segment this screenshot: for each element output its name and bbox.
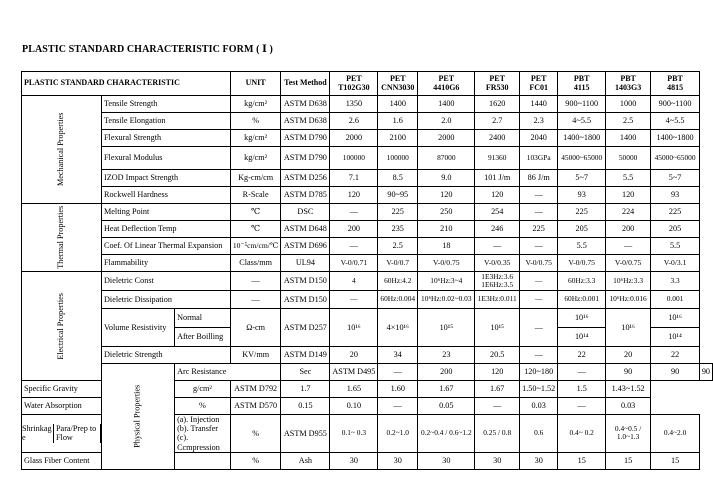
value-cell: 1.67: [418, 381, 475, 398]
property-name: Water Absorption: [22, 398, 175, 415]
grade-code: CNN3030: [381, 82, 415, 92]
property-name: Dieletric Const: [102, 272, 231, 291]
value-cell: 250: [418, 204, 475, 221]
value-cell: 4×10¹⁶: [378, 309, 418, 347]
method-cell: ASTM D792: [230, 381, 281, 398]
value-cell: 10⁶Hz:3~4: [418, 272, 475, 291]
unit-cell: kg/cm²: [230, 96, 281, 113]
value-cell: 90: [605, 364, 650, 381]
value-cell: —: [330, 204, 378, 221]
value-cell: V-0/0.75: [519, 255, 558, 272]
value-cell: 34: [378, 347, 418, 364]
value-cell: V-0/0.75: [558, 255, 605, 272]
value-cell: 120~180: [519, 364, 558, 381]
shrinkage-label: Shrinkage: [22, 424, 54, 442]
value-cell: 210: [418, 221, 475, 238]
method-cell: ASTM D638: [281, 96, 330, 113]
value-cell: 22: [558, 347, 605, 364]
header-grade: [558, 72, 605, 96]
value-cell: 60Hz:3.3: [558, 272, 605, 291]
value-cell: 0.2~1.0: [378, 415, 418, 453]
value-cell: 87000: [418, 147, 475, 170]
header-grade: [330, 72, 378, 96]
value-cell: V-0/3.1: [651, 255, 700, 272]
unit-cell: kg/cm²: [230, 147, 281, 170]
value-cell: 225: [519, 221, 558, 238]
unit-cell: —: [230, 291, 281, 309]
value-cell: 0.4~2.0: [651, 415, 700, 453]
value-cell: 10¹⁶: [605, 309, 650, 347]
method-cell: ASTM D150: [281, 272, 330, 291]
sub-normal: Normal: [175, 309, 231, 328]
value-cell: 0.2~0.4 / 0.6~1.2: [418, 415, 475, 453]
property-name: Flexural Modulus: [102, 147, 231, 170]
grade-family: PET: [346, 73, 362, 83]
value-cell: 60Hz:4.2: [378, 272, 418, 291]
category-physical-label: Physical Properties: [132, 384, 142, 448]
category-thermal: [22, 204, 102, 272]
grade-family: PBT: [620, 73, 636, 83]
unit-cell: Sec: [281, 364, 330, 381]
method-cell: ASTM D790: [281, 130, 330, 147]
row-specific-gravity: [22, 381, 713, 398]
value-cell: 1350: [330, 96, 378, 113]
property-name: Flexural Strength: [102, 130, 231, 147]
value-cell: 1.6: [378, 113, 418, 130]
value-cell: 18: [418, 238, 475, 255]
value-cell: 10⁶Hz:3.3: [605, 272, 650, 291]
row-water-absorption: [22, 398, 713, 415]
unit-cell: kg/cm²: [230, 130, 281, 147]
value-cell: 50000: [605, 147, 650, 170]
value-cell: 5.5: [605, 170, 650, 187]
value-cell: 0.4~ 0.2: [558, 415, 605, 453]
header-grade: [519, 72, 558, 96]
grade-code: 4115: [573, 82, 590, 92]
value-cell: 0.1~ 0.3: [330, 415, 378, 453]
property-name: Rockwell Hardness: [102, 187, 231, 204]
grade-code: 1403G3: [614, 82, 642, 92]
row-arc-resistance: [22, 364, 713, 381]
unit-cell: Kg-cm/cm: [230, 170, 281, 187]
value-cell: 2.5: [605, 113, 650, 130]
unit-cell: Class/mm: [230, 255, 281, 272]
unit-cell: ℃: [230, 204, 281, 221]
value-cell: 45000~65000: [651, 147, 700, 170]
value-cell: 100000: [330, 147, 378, 170]
value-cell: 205: [558, 221, 605, 238]
value-cell: 91360: [475, 147, 519, 170]
value-cell: —: [519, 204, 558, 221]
value-cell: 2000: [330, 130, 378, 147]
value-cell: 4~5.5: [558, 113, 605, 130]
method-cell: ASTM D149: [281, 347, 330, 364]
row-tensile-strength: [22, 96, 713, 113]
value-cell: —: [558, 364, 605, 381]
method-cell: Ash: [281, 452, 330, 469]
property-name: IZOD Impact Strength: [102, 170, 231, 187]
value-cell: 30: [418, 452, 475, 469]
row-volume-resistivity: [22, 309, 713, 328]
value-cell: 20: [330, 347, 378, 364]
value-cell: 120: [418, 187, 475, 204]
grade-code: 4410G6: [433, 82, 460, 92]
value-cell: V-0/0.7: [378, 255, 418, 272]
method-cell: ASTM D785: [281, 187, 330, 204]
value-cell: 225: [558, 204, 605, 221]
value-cell: 900~1100: [558, 96, 605, 113]
value-cell: 0.6: [519, 415, 558, 453]
category-thermal-label: Thermal Properties: [56, 206, 66, 269]
property-name: Flammability: [102, 255, 231, 272]
method-cell: ASTM D256: [281, 170, 330, 187]
value-cell: 90: [699, 364, 712, 381]
value-cell: —: [605, 238, 650, 255]
value-cell: 1.60: [378, 381, 418, 398]
value-cell: 120: [330, 187, 378, 204]
property-name: Tensile Strength: [102, 96, 231, 113]
unit-cell: %: [230, 452, 281, 469]
unit-cell: 10⁻⁵cm/cm/℃: [230, 238, 281, 255]
value-cell: 93: [651, 187, 700, 204]
value-cell: 93: [558, 187, 605, 204]
row-heat-deflection: [22, 221, 713, 238]
row-izod: [22, 170, 713, 187]
unit-cell: R-Scale: [230, 187, 281, 204]
value-cell: 9.0: [418, 170, 475, 187]
value-cell: 30: [378, 452, 418, 469]
value-cell: 1400: [418, 96, 475, 113]
value-cell: 30: [519, 452, 558, 469]
value-cell: —: [475, 238, 519, 255]
value-cell: 254: [475, 204, 519, 221]
value-cell: 200: [418, 364, 475, 381]
value-cell: 1.7: [281, 381, 330, 398]
value-cell: 0.25 / 0.8: [475, 415, 519, 453]
value-cell: —: [558, 398, 605, 415]
grade-code: T102G30: [338, 82, 370, 92]
row-tensile-elongation: [22, 113, 713, 130]
value-cell: 10¹⁵: [418, 309, 475, 347]
value-cell: —: [519, 291, 558, 309]
method-cell: ASTM D638: [281, 113, 330, 130]
value-cell: 120: [605, 187, 650, 204]
header-method: Test Method: [281, 72, 330, 96]
value-cell: 1.5: [558, 381, 605, 398]
value-cell: 900~1100: [651, 96, 700, 113]
method-cell: ASTM D570: [230, 398, 281, 415]
value-cell: 0.10: [330, 398, 378, 415]
value-cell: 2100: [378, 130, 418, 147]
value-cell: —: [378, 398, 418, 415]
shrinkage-para: Para/Prep to Flow: [54, 424, 101, 442]
value-cell: 10¹⁵: [475, 309, 519, 347]
value-cell: V-0/0.75: [418, 255, 475, 272]
value-cell: 10¹⁶: [330, 309, 378, 347]
value-cell: 20.5: [475, 347, 519, 364]
value-cell: 10⁶Hz:0.016: [605, 291, 650, 309]
row-glass-fiber: [22, 452, 713, 469]
shrinkage-modes: (a). Injection (b). Transfer (c). Ccmpression: [175, 415, 231, 453]
value-cell: 15: [605, 452, 650, 469]
value-cell: —: [519, 187, 558, 204]
property-name: Dieletric Dissipation: [102, 291, 231, 309]
property-name: Volume Resistivity: [102, 309, 175, 347]
value-cell: 60Hz:0.004: [378, 291, 418, 309]
category-mechanical: [22, 96, 102, 204]
grade-code: FR530: [485, 82, 509, 92]
value-cell: —: [519, 347, 558, 364]
header-grade: [651, 72, 700, 96]
header-grade: [475, 72, 519, 96]
row-flammability: [22, 255, 713, 272]
value-cell: 224: [605, 204, 650, 221]
row-flexural-strength: [22, 130, 713, 147]
value-cell: 90: [651, 364, 700, 381]
value-cell: —: [475, 398, 519, 415]
category-electrical: [22, 272, 102, 381]
header-grade: [378, 72, 418, 96]
value-cell: 10¹⁶: [651, 309, 700, 328]
value-cell: —: [519, 309, 558, 347]
grade-family: PET: [438, 73, 455, 83]
unit-cell: %: [230, 415, 281, 453]
value-cell: —: [378, 364, 418, 381]
value-cell: 5~7: [651, 170, 700, 187]
value-cell: 1.65: [330, 381, 378, 398]
value-cell: 0.05: [418, 398, 475, 415]
value-cell: 5.5: [651, 238, 700, 255]
value-cell: 1400: [378, 96, 418, 113]
value-cell: 10¹⁴: [651, 328, 700, 347]
value-cell: —: [330, 291, 378, 309]
property-name: Specific Gravity: [22, 381, 175, 398]
value-cell: 1.50~1.52: [519, 381, 558, 398]
grade-family: PET: [530, 73, 547, 83]
value-cell: 1E3Hz:3.6 1E6Hz:3.5: [475, 272, 519, 291]
property-name: Heat Deflection Temp: [102, 221, 231, 238]
value-cell: 1.43~1.52: [605, 381, 650, 398]
value-cell: 15: [651, 452, 700, 469]
document-title: PLASTIC STANDARD CHARACTERISTIC FORM ( Ⅰ ): [22, 44, 273, 55]
row-dielectric-const: [22, 272, 713, 291]
value-cell: 1000: [605, 96, 650, 113]
sub-boiling: After Boilling: [175, 328, 231, 347]
value-cell: 120: [475, 187, 519, 204]
value-cell: 200: [330, 221, 378, 238]
method-cell: ASTM D495: [330, 364, 378, 381]
value-cell: 2040: [519, 130, 558, 147]
value-cell: 2.3: [519, 113, 558, 130]
value-cell: 0.4~0.5 / 1.0~1.3: [605, 415, 650, 453]
method-cell: ASTM D648: [281, 221, 330, 238]
value-cell: 2.6: [330, 113, 378, 130]
value-cell: 1400: [605, 130, 650, 147]
value-cell: V-0/0.35: [475, 255, 519, 272]
value-cell: 1E3Hz:0.011: [475, 291, 519, 309]
property-name: Tensile Elongation: [102, 113, 231, 130]
property-name: Dieletric Strength: [102, 347, 231, 364]
method-cell: ASTM D257: [281, 309, 330, 347]
row-dielectric-dissipation: [22, 291, 713, 309]
grade-family: PBT: [573, 73, 590, 83]
value-cell: 0.03: [605, 398, 650, 415]
unit-cell: g/cm²: [175, 381, 231, 398]
grade-code: FC01: [529, 82, 549, 92]
category-mechanical-label: Mechanical Properties: [56, 112, 66, 187]
value-cell: 0.001: [651, 291, 700, 309]
grade-family: PBT: [667, 73, 683, 83]
value-cell: 10¹⁴: [558, 328, 605, 347]
value-cell: 101 J/m: [475, 170, 519, 187]
method-cell: DSC: [281, 204, 330, 221]
value-cell: 1620: [475, 96, 519, 113]
value-cell: 1400~1800: [558, 130, 605, 147]
value-cell: 225: [378, 204, 418, 221]
property-name: Glass Fiber Content: [22, 452, 231, 469]
value-cell: —: [330, 238, 378, 255]
property-name: [22, 415, 102, 453]
value-cell: 2.0: [418, 113, 475, 130]
unit-cell: %: [230, 113, 281, 130]
value-cell: 1440: [519, 96, 558, 113]
value-cell: 10⁶Hz:0.02~0.03: [418, 291, 475, 309]
grade-family: PET: [489, 73, 505, 83]
unit-cell: Ω-cm: [230, 309, 281, 347]
value-cell: 205: [651, 221, 700, 238]
value-cell: 60Hz:0.001: [558, 291, 605, 309]
value-cell: 8.5: [378, 170, 418, 187]
value-cell: V-0/0.71: [330, 255, 378, 272]
value-cell: 15: [558, 452, 605, 469]
value-cell: 2.7: [475, 113, 519, 130]
value-cell: —: [519, 272, 558, 291]
row-linear-expansion: [22, 238, 713, 255]
header-grade: [605, 72, 650, 96]
value-cell: 22: [651, 347, 700, 364]
grade-code: 4815: [667, 82, 684, 92]
value-cell: 200: [605, 221, 650, 238]
value-cell: 100000: [378, 147, 418, 170]
header-grade: [418, 72, 475, 96]
value-cell: 86 J/m: [519, 170, 558, 187]
value-cell: V-0/0.75: [605, 255, 650, 272]
value-cell: 2.5: [378, 238, 418, 255]
value-cell: 5.5: [558, 238, 605, 255]
property-name: Arc Resistance: [175, 364, 281, 381]
row-rockwell: [22, 187, 713, 204]
value-cell: 90~95: [378, 187, 418, 204]
header-unit: UNIT: [230, 72, 281, 96]
value-cell: 7.1: [330, 170, 378, 187]
value-cell: 45000~65000: [558, 147, 605, 170]
value-cell: 0.15: [281, 398, 330, 415]
value-cell: 0.03: [519, 398, 558, 415]
method-cell: ASTM D696: [281, 238, 330, 255]
value-cell: 2400: [475, 130, 519, 147]
method-cell: UL94: [281, 255, 330, 272]
category-electrical-label: Electrical Properties: [56, 292, 66, 360]
header-characteristic: PLASTIC STANDARD CHARACTERISTIC: [22, 72, 231, 96]
characteristic-table: [21, 71, 713, 470]
value-cell: 225: [651, 204, 700, 221]
value-cell: 103GPa: [519, 147, 558, 170]
method-cell: ASTM D790: [281, 147, 330, 170]
row-dielectric-strength: [22, 347, 713, 364]
value-cell: 23: [418, 347, 475, 364]
value-cell: 30: [330, 452, 378, 469]
value-cell: 30: [475, 452, 519, 469]
row-melting-point: [22, 204, 713, 221]
value-cell: 235: [378, 221, 418, 238]
unit-cell: KV/mm: [230, 347, 281, 364]
value-cell: 3.3: [651, 272, 700, 291]
unit-cell: ℃: [230, 221, 281, 238]
value-cell: 1.67: [475, 381, 519, 398]
method-cell: ASTM D955: [281, 415, 330, 453]
property-name: Melting Point: [102, 204, 231, 221]
value-cell: 4~5.5: [651, 113, 700, 130]
header-row: [22, 72, 713, 96]
unit-cell: %: [175, 398, 231, 415]
value-cell: 4: [330, 272, 378, 291]
grade-family: PET: [389, 73, 406, 83]
unit-cell: —: [230, 272, 281, 291]
value-cell: —: [519, 238, 558, 255]
value-cell: 1400~1800: [651, 130, 700, 147]
value-cell: 246: [475, 221, 519, 238]
property-name: Coef. Of Linear Thermal Expansion: [102, 238, 231, 255]
row-flexural-modulus: [22, 147, 713, 170]
value-cell: 10¹⁶: [558, 309, 605, 328]
value-cell: 20: [605, 347, 650, 364]
method-cell: ASTM D150: [281, 291, 330, 309]
value-cell: 120: [475, 364, 519, 381]
value-cell: 2000: [418, 130, 475, 147]
value-cell: 5~7: [558, 170, 605, 187]
